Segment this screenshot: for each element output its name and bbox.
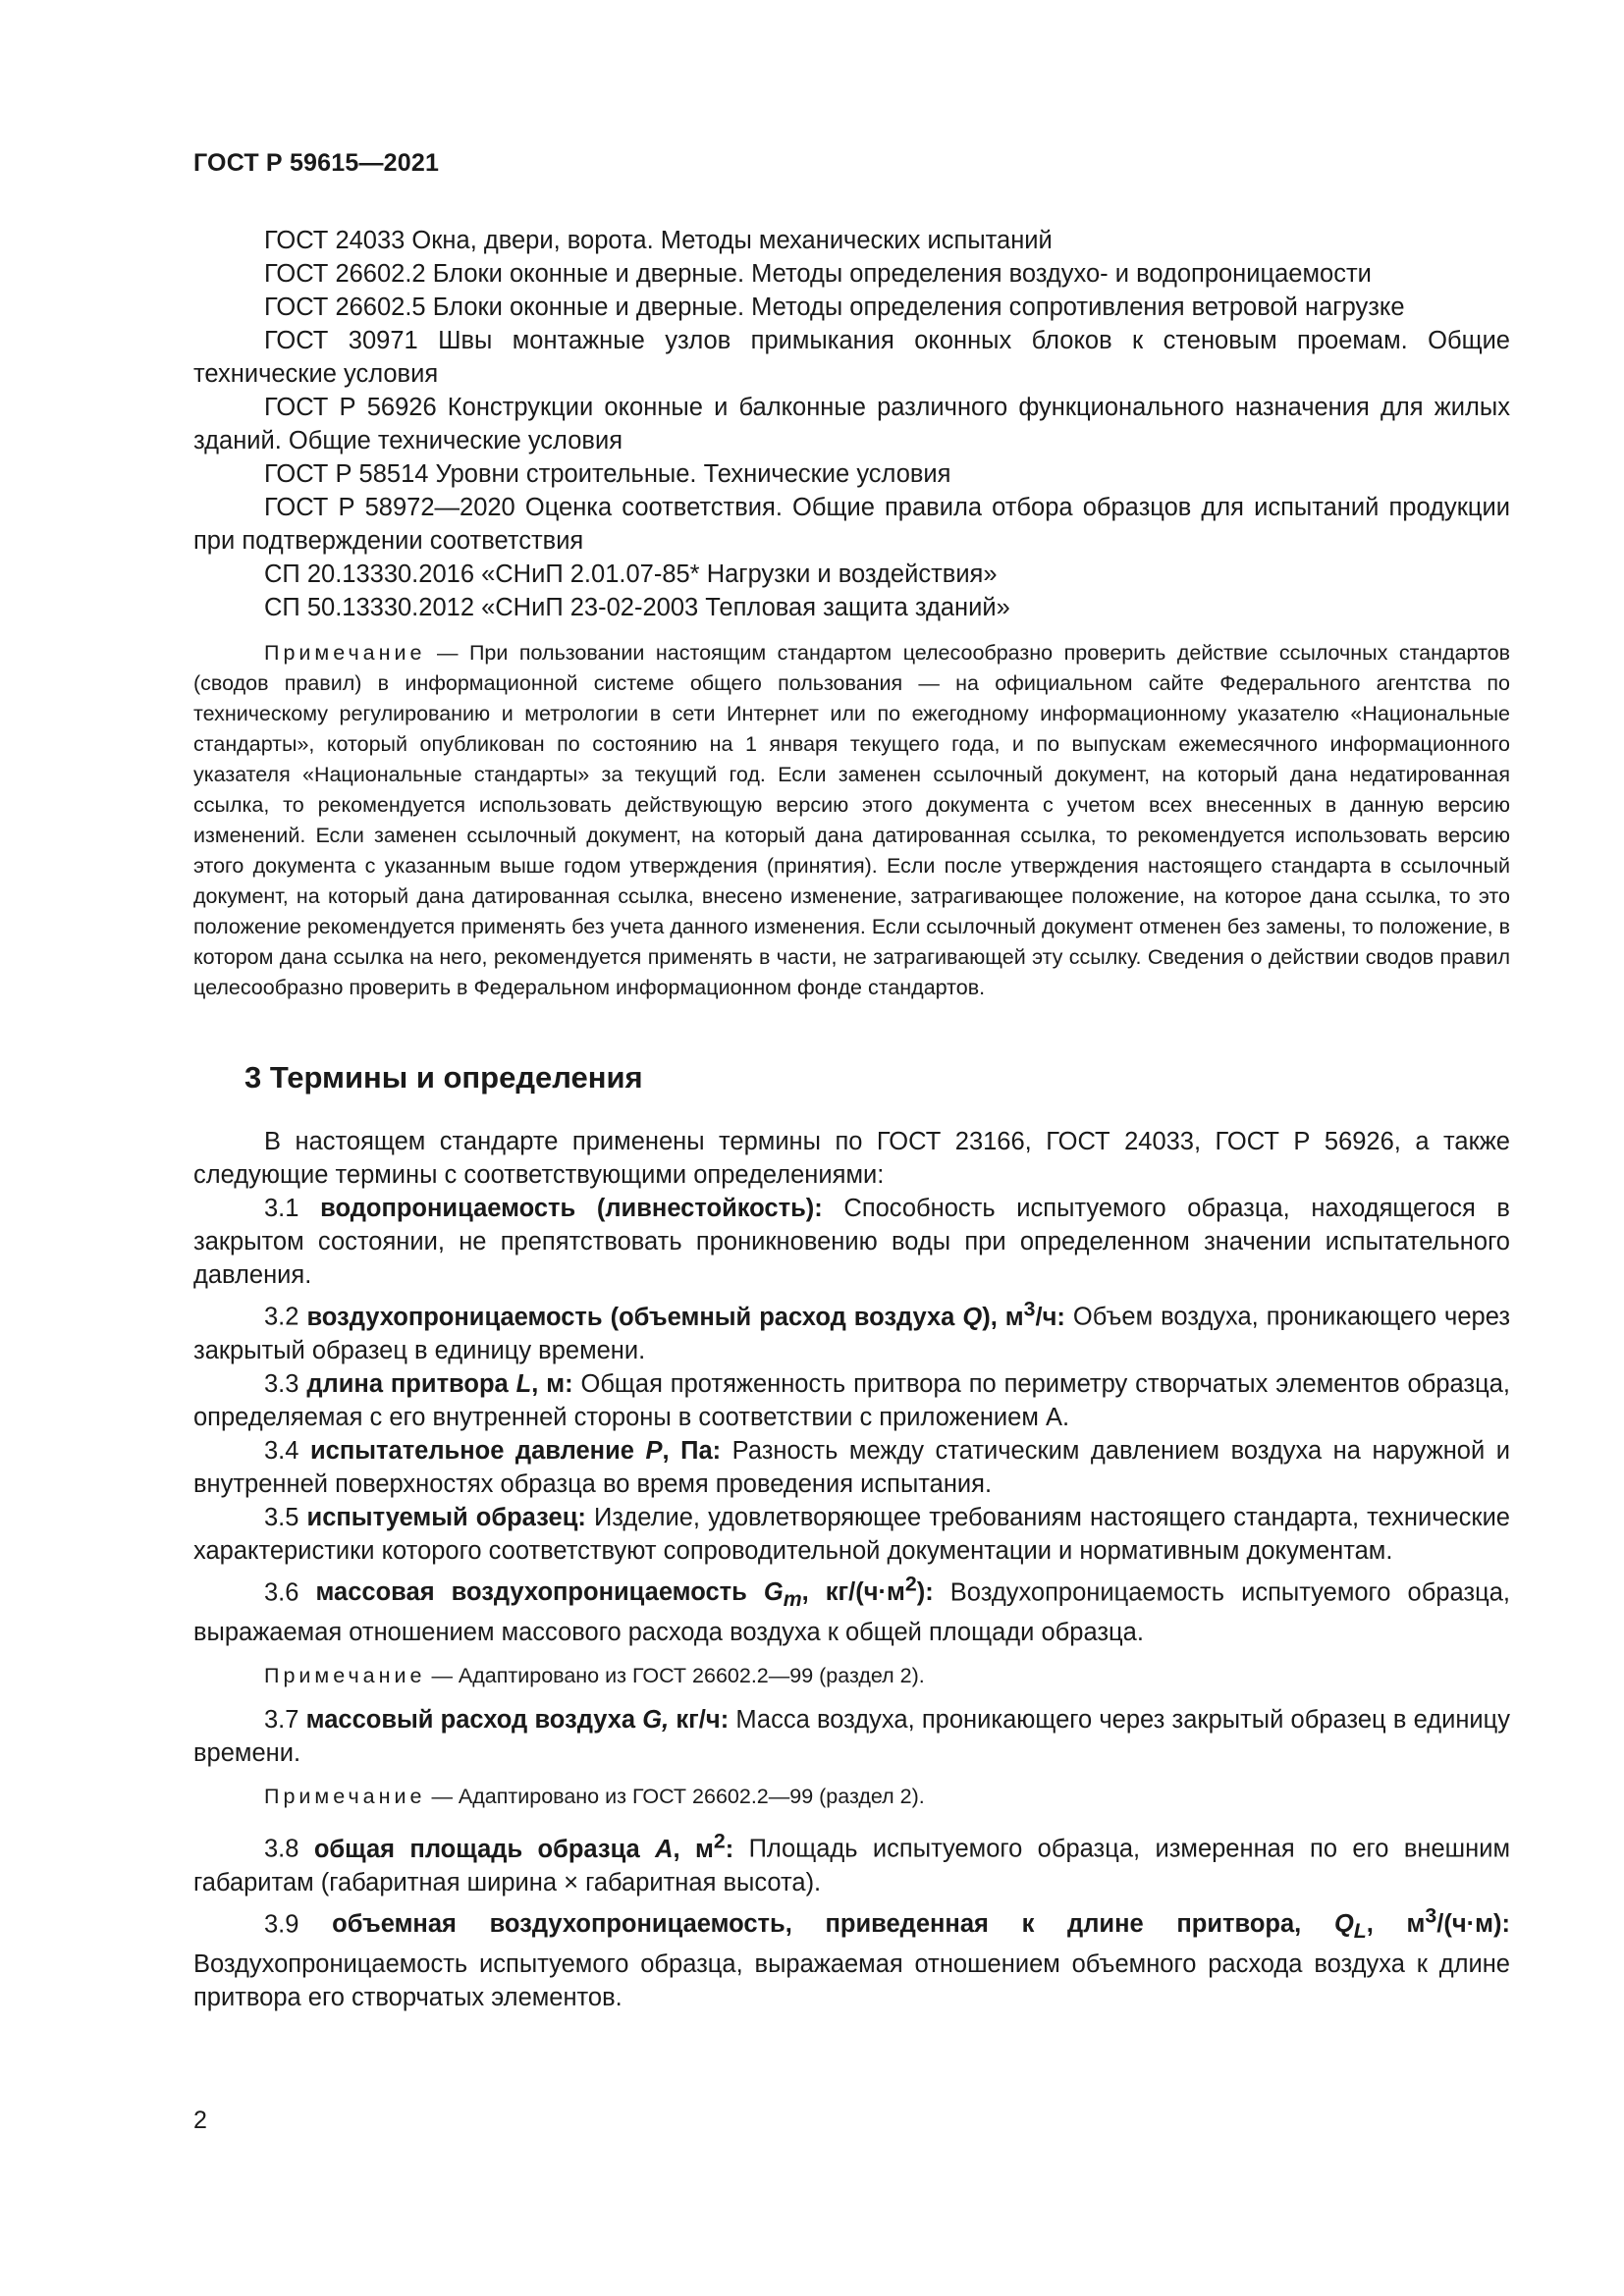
term-definition: Воздухопроницаемость испытуемого образца, выражаемая отношением массового расхода воздуха к общей площади образца. xyxy=(193,1578,1510,1647)
term-definition: Площадь испытуемого образца, измеренная по его внешним габаритам (габаритная ширина × габаритная высота). xyxy=(193,1835,1510,1896)
term-definition: Способность испытуемого образца, находящегося в закрытом состоянии, не препятствовать проникновению воды при определенном значении испытательного давления. xyxy=(193,1195,1510,1289)
reference-item: СП 50.13330.2012 «СНиП 23-02-2003 Тепловая защита зданий» xyxy=(264,594,1010,621)
term-definition: Изделие, удовлетворяющее требованиям настоящего стандарта, технические характеристики которого соответствуют сопроводительной документации и нормативным документам. xyxy=(193,1503,1510,1565)
term-definition: Объем воздуха, проникающего через закрытый образец в единицу времени. xyxy=(193,1303,1511,1364)
term-definition: Воздухопроницаемость испытуемого образца, выражаемая отношением объемного расхода воздуха к длине притвора его створчатых элементов. xyxy=(193,1950,1510,2012)
references-note xyxy=(193,638,1510,1003)
term-definition: Масса воздуха, проникающего через закрытый образец в единицу времени. xyxy=(193,1706,1511,1768)
term-3-4: 3.4 испытательное давление P, Па: Разность между статическим давлением воздуха на наружной и внутренней поверхностях образца во время проведения испытания. xyxy=(193,1436,1510,1498)
term-3-9: 3.9 объемная воздухопроницаемость, приведенная к длине притвора, $Q_L$, $м^3/(ч\cdot м)$: Воздухопроницаемость испытуемого образца, выражаемая отношением объемного расхода воздуха к длине притвора его створчатых элементов. xyxy=(193,1903,1510,2012)
term-name: объемная воздухопроницаемость, приведенная к длине притвора, $Q_L$, $м^3/(ч\cdot м)$: xyxy=(332,1903,1510,1944)
document-header: ГОСТ Р 59615—2021 xyxy=(193,149,440,177)
reference-item: ГОСТ Р 58972—2020 Оценка соответствия. Общие правила отбора образцов для испытаний продукции при подтверждении соответствия xyxy=(193,494,1510,555)
term-3-5: 3.5 испытуемый образец: Изделие, удовлетворяющее требованиям настоящего стандарта, технические характеристики которого соответствуют сопроводительной документации и нормативным документам. xyxy=(193,1503,1510,1565)
term-3-7: 3.7 массовый расход воздуха G, кг/ч: Масса воздуха, проникающего через закрытый образец в единицу времени. xyxy=(193,1706,1511,1768)
normative-references-list xyxy=(193,224,1510,624)
term-name: испытуемый образец: xyxy=(306,1503,586,1531)
term-name: массовый расход воздуха G, кг/ч: xyxy=(305,1706,730,1735)
term-definition: Общая протяженность притвора по периметру створчатых элементов образца, определяемая с его внутренней стороны в соответствии с приложением А. xyxy=(193,1369,1510,1431)
term-3-2: 3.2 воздухопроницаемость (объемный расход воздуха Q), $м^3/ч$: Объем воздуха, проникающего через закрытый образец в единицу времени. xyxy=(193,1297,1511,1364)
note-label: Примечание xyxy=(264,1664,426,1688)
section-title: 3 Термины и определения xyxy=(244,1060,643,1095)
reference-item: СП 20.13330.2016 «СНиП 2.01.07-85* Нагрузки и воздействия» xyxy=(264,561,998,588)
term-name: общая площадь образца A, $м^2$: xyxy=(313,1829,734,1863)
reference-item: ГОСТ 26602.5 Блоки оконные и дверные. Методы определения сопротивления ветровой нагрузке xyxy=(264,294,1405,321)
page-number: 2 xyxy=(193,2107,207,2134)
term-name: длина притвора L, м: xyxy=(306,1369,573,1398)
term-3-7-note: Примечание — Адаптировано из ГОСТ 26602.2—99 (раздел 2). xyxy=(264,1785,925,1809)
term-3-8: 3.8 общая площадь образца A, $м^2$: Площадь испытуемого образца, измеренная по его внешним габаритам (габаритная ширина × габаритная высота). xyxy=(193,1829,1510,1896)
section-intro: В настоящем стандарте применены термины по ГОСТ 23166, ГОСТ 24033, ГОСТ Р 56926, а также следующие термины с соответствующими определениями: xyxy=(193,1128,1510,1189)
reference-item: ГОСТ Р 58514 Уровни строительные. Технические условия xyxy=(264,460,951,488)
note-text: — При пользовании настоящим стандартом целесообразно проверить действие ссылочных стандартов (сводов правил) в информационной системе общего пользования — на официальном сайте Федерального агентства по техническому регулированию и метрологии в сети Интернет или по ежегодному информационному указателю «Национальные стандарты», который опубликован по состоянию на 1 января текущего года, и по выпускам ежемесячного информационного указателя «Национальные стандарты» за текущий год. Если заменен ссылочный документ, на который дана недатированная ссылка, то рекомендуется использовать действующую версию этого документа с учетом всех внесенных в данную версию изменений. Если заменен ссылочный документ, на который дана датированная ссылка, то рекомендуется использовать версию этого документа с указанным выше годом утверждения (принятия). Если после утверждения настоящего стандарта в ссылочный документ, на который дана датированная ссылка, внесено изменение, затрагивающее положение, на которое дана ссылка, то это положение рекомендуется применять без учета данного изменения. Если ссылочный документ отменен без замены, то положение, в котором дана ссылка на него, рекомендуется применять в части, не затрагивающей эту ссылку. Сведения о действии сводов правил целесообразно проверить в Федеральном информационном фонде стандартов. xyxy=(193,641,1510,999)
note-label: Примечание xyxy=(264,1785,426,1809)
reference-item: ГОСТ 24033 Окна, двери, ворота. Методы механических испытаний xyxy=(264,227,1053,254)
term-name: водопроницаемость (ливнестойкость): xyxy=(320,1195,823,1222)
page-content xyxy=(193,224,1510,2014)
term-name: массовая воздухопроницаемость $G_m$, $кг/(ч\cdot м^2)$: xyxy=(315,1572,934,1612)
term-3-3: 3.3 длина притвора L, м: Общая протяженность притвора по периметру створчатых элементов образца, определяемая с его внутренней стороны в соответствии с приложением А. xyxy=(193,1369,1510,1431)
term-3-1: 3.1 водопроницаемость (ливнестойкость): Способность испытуемого образца, находящегося в закрытом состоянии, не препятствовать проникновению воды при определенном значении испытательного давления. xyxy=(193,1195,1510,1289)
note-label: Примечание xyxy=(264,641,426,665)
reference-item: ГОСТ 30971 Швы монтажные узлов примыкания оконных блоков к стеновым проемам. Общие технические условия xyxy=(193,327,1510,388)
term-3-6: 3.6 массовая воздухопроницаемость $G_m$, $кг/(ч\cdot м^2)$: Воздухопроницаемость испытуемого образца, выражаемая отношением массового расхода воздуха к общей площади образца. xyxy=(193,1572,1510,1647)
term-3-6-note: Примечание — Адаптировано из ГОСТ 26602.2—99 (раздел 2). xyxy=(264,1664,925,1688)
term-name: испытательное давление P, Па: xyxy=(309,1436,722,1465)
reference-item: ГОСТ Р 56926 Конструкции оконные и балконные различного функционального назначения для жилых зданий. Общие технические условия xyxy=(193,394,1510,454)
term-definition: Разность между статическим давлением воздуха на наружной и внутренней поверхностях образца во время проведения испытания. xyxy=(193,1436,1510,1498)
reference-item: ГОСТ 26602.2 Блоки оконные и дверные. Методы определения воздухо- и водопроницаемости xyxy=(264,260,1372,288)
term-name: воздухопроницаемость (объемный расход воздуха Q), $м^3/ч$: xyxy=(306,1297,1065,1331)
